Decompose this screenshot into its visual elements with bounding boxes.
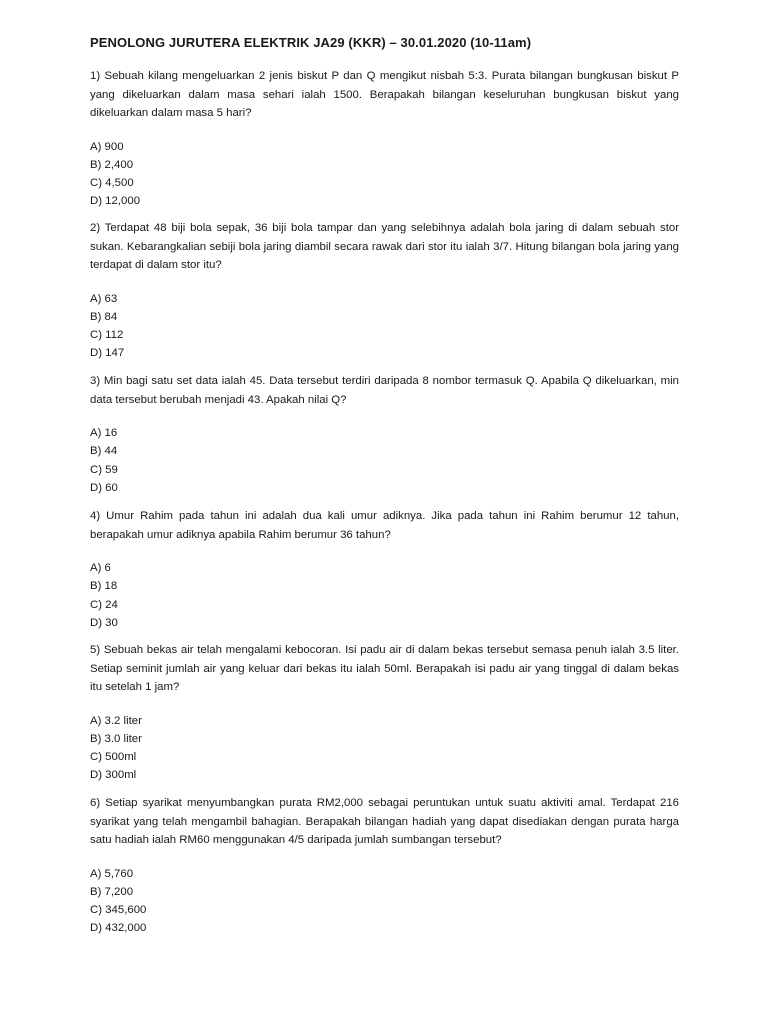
question-4-option-d: D) 30 — [90, 616, 118, 629]
question-5-option-d: D) 300ml — [90, 769, 137, 782]
question-5-option-b: B) 3.0 liter — [90, 732, 142, 745]
question-2-option-a: A) 63 — [90, 292, 118, 305]
question-3-option-c: C) 59 — [90, 463, 118, 476]
question-5 — [90, 641, 679, 785]
question-3-option-b: B) 44 — [90, 445, 118, 458]
question-6-options — [90, 865, 679, 938]
question-2-text: 2) Terdapat 48 biji bola sepak, 36 biji bola tampar dan yang selebihnya adalah bola jaring di dalam sebuah stor sukan. Kebarangkalian sebiji bola jaring diambil secara rawak dari stor itu ialah 3/7. Hitung bilangan bola jaring yang terdapat di dalam stor itu? — [90, 222, 679, 272]
question-1-options — [90, 138, 679, 211]
question-6-option-b: B) 7,200 — [90, 885, 134, 898]
question-2-option-c: C) 112 — [90, 329, 124, 342]
question-6 — [90, 794, 679, 938]
question-1-text: 1) Sebuah kilang mengeluarkan 2 jenis biskut P dan Q mengikut nisbah 5:3. Purata bilangan bungkusan biskut P yang dikeluarkan dalam masa sehari ialah 1500. Berapakah bilangan keseluruhan bungkusan biskut yang dikeluarkan dalam masa 5 hari? — [90, 70, 679, 120]
question-1-option-c: C) 4,500 — [90, 177, 134, 190]
question-3-text: 3) Min bagi satu set data ialah 45. Data tersebut terdiri daripada 8 nombor termasuk Q. Apabila Q dikeluarkan, min data tersebut berubah menjadi 43. Apakah nilai Q? — [90, 375, 679, 406]
question-3-option-a: A) 16 — [90, 427, 118, 440]
question-3 — [90, 372, 679, 497]
question-5-text: 5) Sebuah bekas air telah mengalami kebocoran. Isi padu air di dalam bekas tersebut semasa penuh ialah 3.5 liter. Setiap seminit jumlah air yang keluar dari bekas itu ialah 50ml. Berapakah isi padu air yang tinggal di dalam bekas itu setelah 1 jam? — [90, 644, 679, 694]
question-4 — [90, 507, 679, 632]
question-2 — [90, 219, 679, 363]
question-3-options — [90, 424, 679, 497]
question-4-option-c: C) 24 — [90, 598, 118, 611]
page-title: PENOLONG JURUTERA ELEKTRIK JA29 (KKR) – 30.01.2020 (10-11am) — [90, 35, 532, 50]
question-6-option-d: D) 432,000 — [90, 922, 147, 935]
question-1-option-d: D) 12,000 — [90, 195, 141, 208]
question-3-option-d: D) 60 — [90, 481, 118, 494]
question-6-option-c: C) 345,600 — [90, 904, 147, 917]
question-1-option-b: B) 2,400 — [90, 158, 134, 171]
question-4-option-b: B) 18 — [90, 580, 118, 593]
question-4-text: 4) Umur Rahim pada tahun ini adalah dua kali umur adiknya. Jika pada tahun ini Rahim berumur 12 tahun, berapakah umur adiknya apabila Rahim berumur 36 tahun? — [90, 510, 679, 541]
question-2-option-b: B) 84 — [90, 310, 118, 323]
question-2-options — [90, 290, 679, 363]
question-6-text: 6) Setiap syarikat menyumbangkan purata RM2,000 sebagai peruntukan untuk suatu aktiviti amal. Terdapat 216 syarikat yang telah mengambil bahagian. Berapakah bilangan hadiah yang dapat disediakan dengan purata harga satu hadiah ialah RM60 menggunakan 4/5 daripada jumlah sumbangan tersebut? — [90, 797, 679, 847]
question-5-options — [90, 712, 679, 785]
question-1 — [90, 67, 679, 211]
question-6-option-a: A) 5,760 — [90, 867, 134, 880]
question-4-options — [90, 559, 679, 632]
question-5-option-a: A) 3.2 liter — [90, 714, 142, 727]
question-1-option-a: A) 900 — [90, 140, 124, 153]
question-2-option-d: D) 147 — [90, 347, 125, 360]
question-5-option-c: C) 500ml — [90, 751, 137, 764]
question-4-option-a: A) 6 — [90, 562, 111, 575]
